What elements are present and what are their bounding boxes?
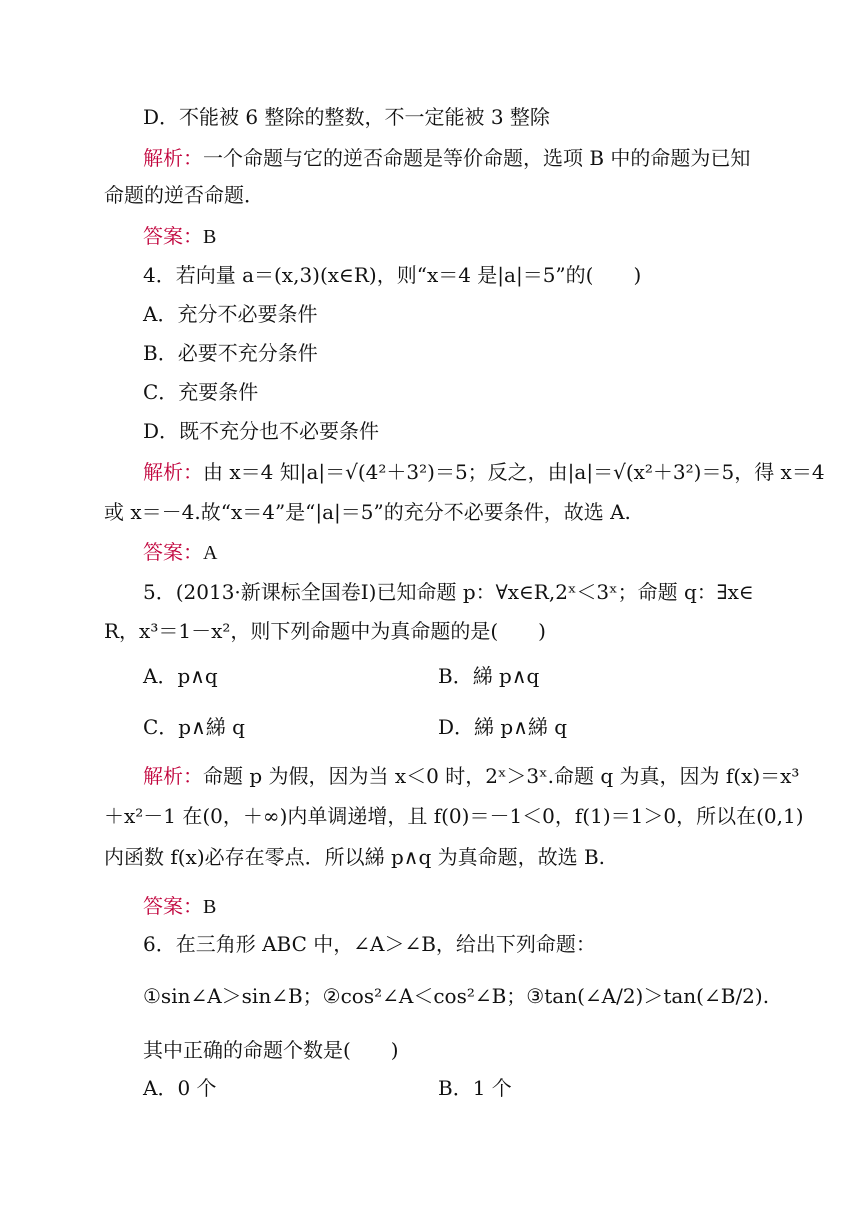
q6-question: 其中正确的命题个数是( ) [143, 1038, 399, 1062]
answer-value: A [203, 542, 218, 564]
q5-solution-text: 命题 p 为假，因为当 x＜0 时，2ˣ＞3ˣ.命题 q 为真，因为 f(x)＝x³ [203, 764, 800, 788]
q5-option-d: D．綈 p∧綈 q [438, 715, 567, 739]
q5-option-b: B．綈 p∧q [438, 664, 540, 688]
q3-solution-line-1 [143, 144, 750, 172]
solution-label: 解析： [143, 146, 203, 170]
q4-stem: 4．若向量 a＝(x,3)(x∈R)，则“x＝4 是|a|＝5”的( ) [143, 263, 642, 287]
solution-label: 解析： [143, 460, 203, 484]
solution-label: 解析： [143, 764, 203, 788]
q4-answer [143, 538, 217, 567]
q5-option-a: A．p∧q [143, 664, 218, 688]
q3-option-d: D．不能被 6 整除的整数，不一定能被 3 整除 [143, 105, 550, 129]
q3-solution-text: 一个命题与它的逆否命题是等价命题，选项 B 中的命题为已知 [203, 146, 751, 170]
q6-propositions: ①sin∠A＞sin∠B；②cos²∠A＜cos²∠B；③tan(∠A/2)＞tan(∠B/2). [143, 984, 770, 1008]
q5-option-c: C．p∧綈 q [143, 715, 245, 739]
q5-solution-line-3: 内函数 f(x)必存在零点．所以綈 p∧q 为真命题，故选 B. [104, 845, 606, 869]
q5-answer [143, 892, 216, 921]
q5-solution-line-1 [143, 762, 799, 790]
q5-stem-line-2: R，x³＝1－x²，则下列命题中为真命题的是( ) [104, 619, 546, 643]
answer-label: 答案： [143, 224, 203, 248]
answer-value: B [203, 896, 217, 918]
q6-option-a: A．0 个 [143, 1076, 217, 1100]
answer-label: 答案： [143, 894, 203, 918]
q4-solution-line-2: 或 x＝－4.故“x＝4”是“|a|＝5”的充分不必要条件，故选 A. [104, 500, 631, 524]
q4-option-d: D．既不充分也不必要条件 [143, 419, 380, 443]
answer-label: 答案： [143, 540, 203, 564]
q5-stem-line-1: 5．(2013·新课标全国卷Ⅰ)已知命题 p：∀x∈R,2ˣ＜3ˣ；命题 q：∃x∈ [143, 580, 754, 604]
q3-solution-line-2: 命题的逆否命题． [104, 183, 264, 207]
q4-option-b: B．必要不充分条件 [143, 341, 318, 365]
q4-option-c: C．充要条件 [143, 380, 259, 404]
q5-solution-line-2: ＋x²－1 在(0，＋∞)内单调递增，且 f(0)＝－1＜0，f(1)＝1＞0，所以在(0,1) [104, 804, 804, 828]
q6-option-b: B．1 个 [438, 1076, 512, 1100]
q4-option-a: A．充分不必要条件 [143, 302, 318, 326]
answer-value: B [203, 226, 217, 248]
q4-solution-text: 由 x＝4 知|a|＝√(4²＋3²)＝5；反之，由|a|＝√(x²＋3²)＝5，得 x＝4 [203, 460, 825, 484]
q6-stem: 6．在三角形 ABC 中，∠A＞∠B，给出下列命题： [143, 932, 596, 956]
q4-solution-line-1 [143, 458, 825, 486]
q3-answer [143, 222, 216, 251]
